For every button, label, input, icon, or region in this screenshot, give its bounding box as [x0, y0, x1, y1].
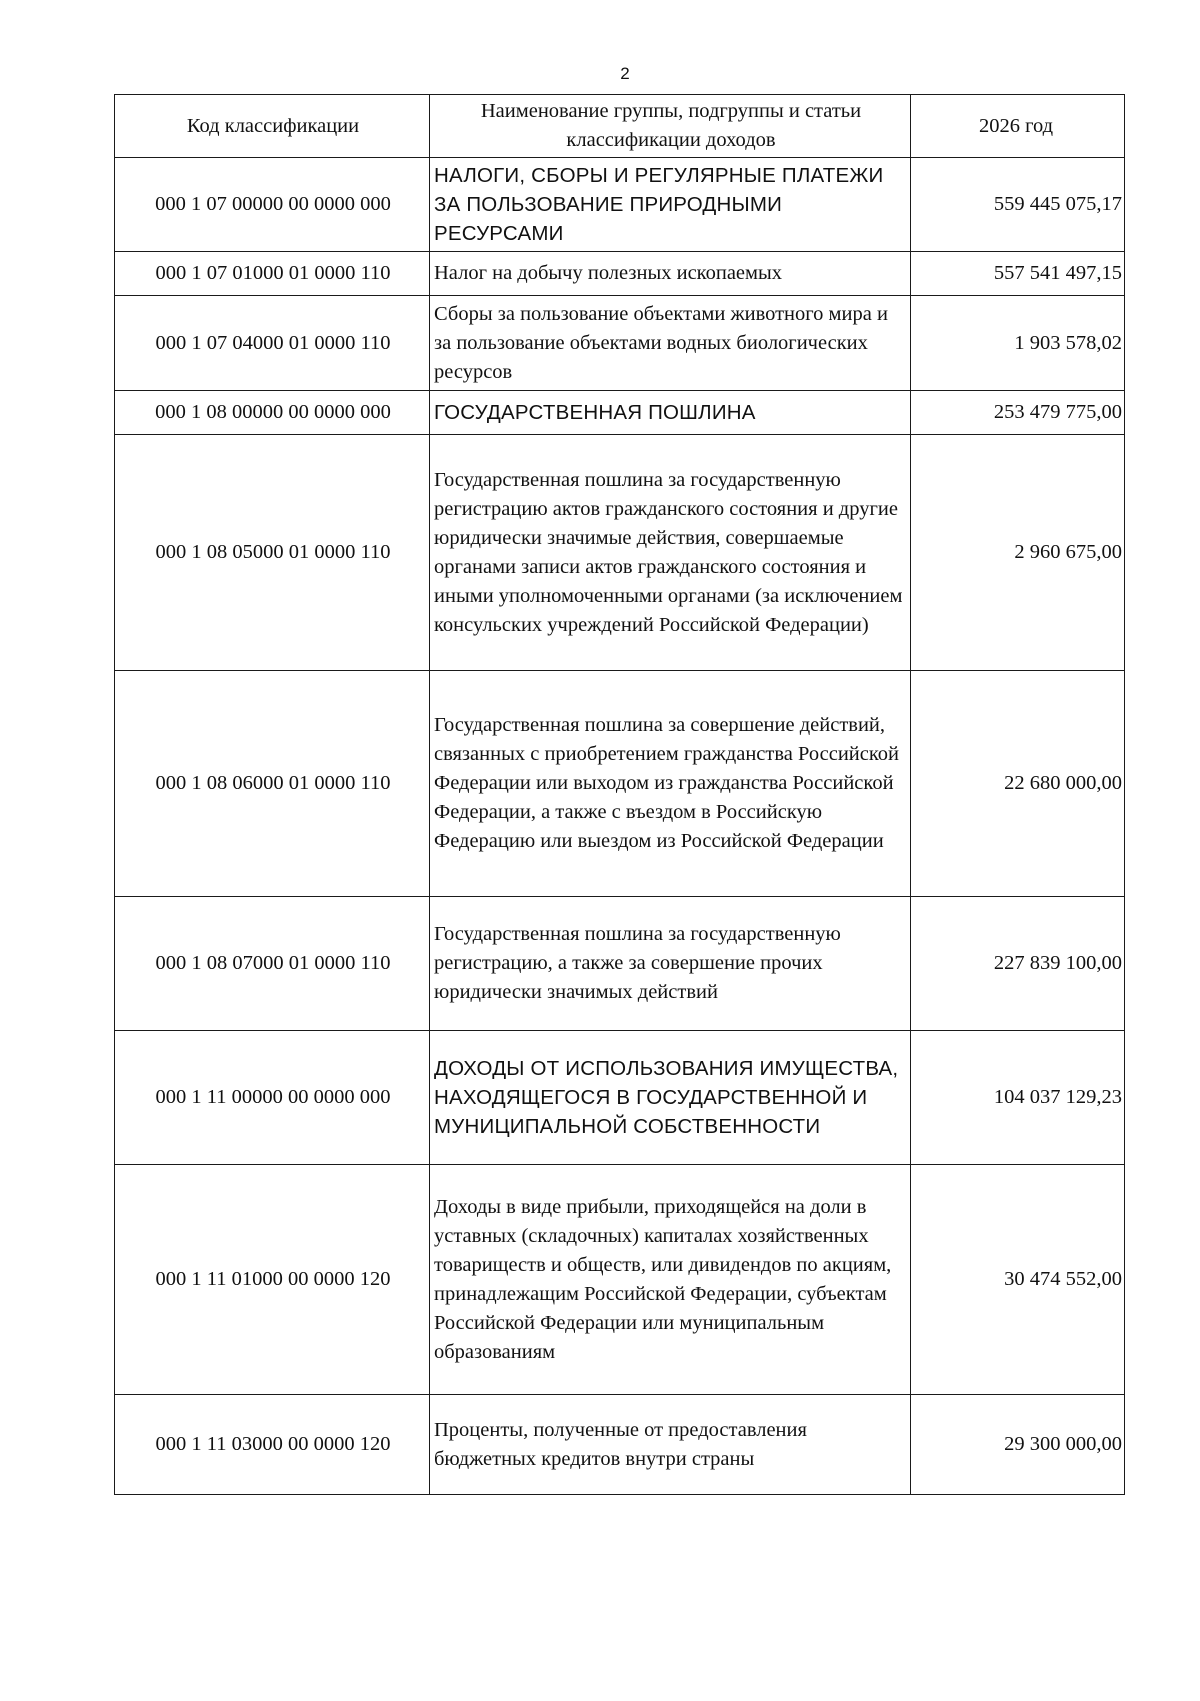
- row-code: 000 1 08 05000 01 0000 110: [115, 435, 430, 671]
- row-code: 000 1 07 00000 00 0000 000: [115, 158, 430, 252]
- table-row: [115, 1395, 1125, 1495]
- row-name: Государственная пошлина за совершение действий, связанных с приобретением гражданства Российской Федерации или выходом из гражданства Российской Федерации, а также с въездом в Российскую Федерацию или выездом из Российской Федерации: [430, 671, 911, 897]
- header-name: Наименование группы, подгруппы и статьи классификации доходов: [430, 95, 911, 158]
- row-name: ГОСУДАРСТВЕННАЯ ПОШЛИНА: [430, 391, 911, 435]
- row-code: 000 1 11 01000 00 0000 120: [115, 1165, 430, 1395]
- table-row: [115, 391, 1125, 435]
- header-year: 2026 год: [911, 95, 1125, 158]
- row-amount: 559 445 075,17: [911, 158, 1125, 252]
- row-amount: 253 479 775,00: [911, 391, 1125, 435]
- row-code: 000 1 08 06000 01 0000 110: [115, 671, 430, 897]
- row-code: 000 1 07 04000 01 0000 110: [115, 296, 430, 391]
- row-name: Государственная пошлина за государственную регистрацию, а также за совершение прочих юридически значимых действий: [430, 897, 911, 1031]
- row-name: Доходы в виде прибыли, приходящейся на доли в уставных (складочных) капиталах хозяйственных товариществ и обществ, или дивидендов по акциям, принадлежащим Российской Федерации, субъектам Российской Федерации или муниципальным образованиям: [430, 1165, 911, 1395]
- table-row: [115, 671, 1125, 897]
- row-amount: 1 903 578,02: [911, 296, 1125, 391]
- income-classification-table: [114, 94, 1125, 1495]
- row-name: НАЛОГИ, СБОРЫ И РЕГУЛЯРНЫЕ ПЛАТЕЖИ ЗА ПОЛЬЗОВАНИЕ ПРИРОДНЫМИ РЕСУРСАМИ: [430, 158, 911, 252]
- table-row: [115, 1031, 1125, 1165]
- table-row: [115, 897, 1125, 1031]
- table-row: [115, 435, 1125, 671]
- table-row: [115, 252, 1125, 296]
- row-name: ДОХОДЫ ОТ ИСПОЛЬЗОВАНИЯ ИМУЩЕСТВА, НАХОДЯЩЕГОСЯ В ГОСУДАРСТВЕННОЙ И МУНИЦИПАЛЬНОЙ СОБСТВЕННОСТИ: [430, 1031, 911, 1165]
- header-row: [115, 95, 1125, 158]
- table-row: [115, 296, 1125, 391]
- row-code: 000 1 07 01000 01 0000 110: [115, 252, 430, 296]
- row-code: 000 1 11 00000 00 0000 000: [115, 1031, 430, 1165]
- row-name: Проценты, полученные от предоставления бюджетных кредитов внутри страны: [430, 1395, 911, 1495]
- row-code: 000 1 08 07000 01 0000 110: [115, 897, 430, 1031]
- row-code: 000 1 11 03000 00 0000 120: [115, 1395, 430, 1495]
- row-name: Сборы за пользование объектами животного мира и за пользование объектами водных биологических ресурсов: [430, 296, 911, 391]
- row-amount: 22 680 000,00: [911, 671, 1125, 897]
- row-amount: 30 474 552,00: [911, 1165, 1125, 1395]
- table-row: [115, 158, 1125, 252]
- row-amount: 227 839 100,00: [911, 897, 1125, 1031]
- row-amount: 29 300 000,00: [911, 1395, 1125, 1495]
- row-name: Налог на добычу полезных ископаемых: [430, 252, 911, 296]
- table-row: [115, 1165, 1125, 1395]
- row-code: 000 1 08 00000 00 0000 000: [115, 391, 430, 435]
- row-amount: 557 541 497,15: [911, 252, 1125, 296]
- row-amount: 2 960 675,00: [911, 435, 1125, 671]
- header-code: Код классификации: [115, 95, 430, 158]
- row-amount: 104 037 129,23: [911, 1031, 1125, 1165]
- row-name: Государственная пошлина за государственную регистрацию актов гражданского состояния и другие юридически значимые действия, совершаемые органами записи актов гражданского состояния и иными уполномоченными органами (за исключением консульских учреждений Российской Федерации): [430, 435, 911, 671]
- page-number: 2: [620, 64, 630, 83]
